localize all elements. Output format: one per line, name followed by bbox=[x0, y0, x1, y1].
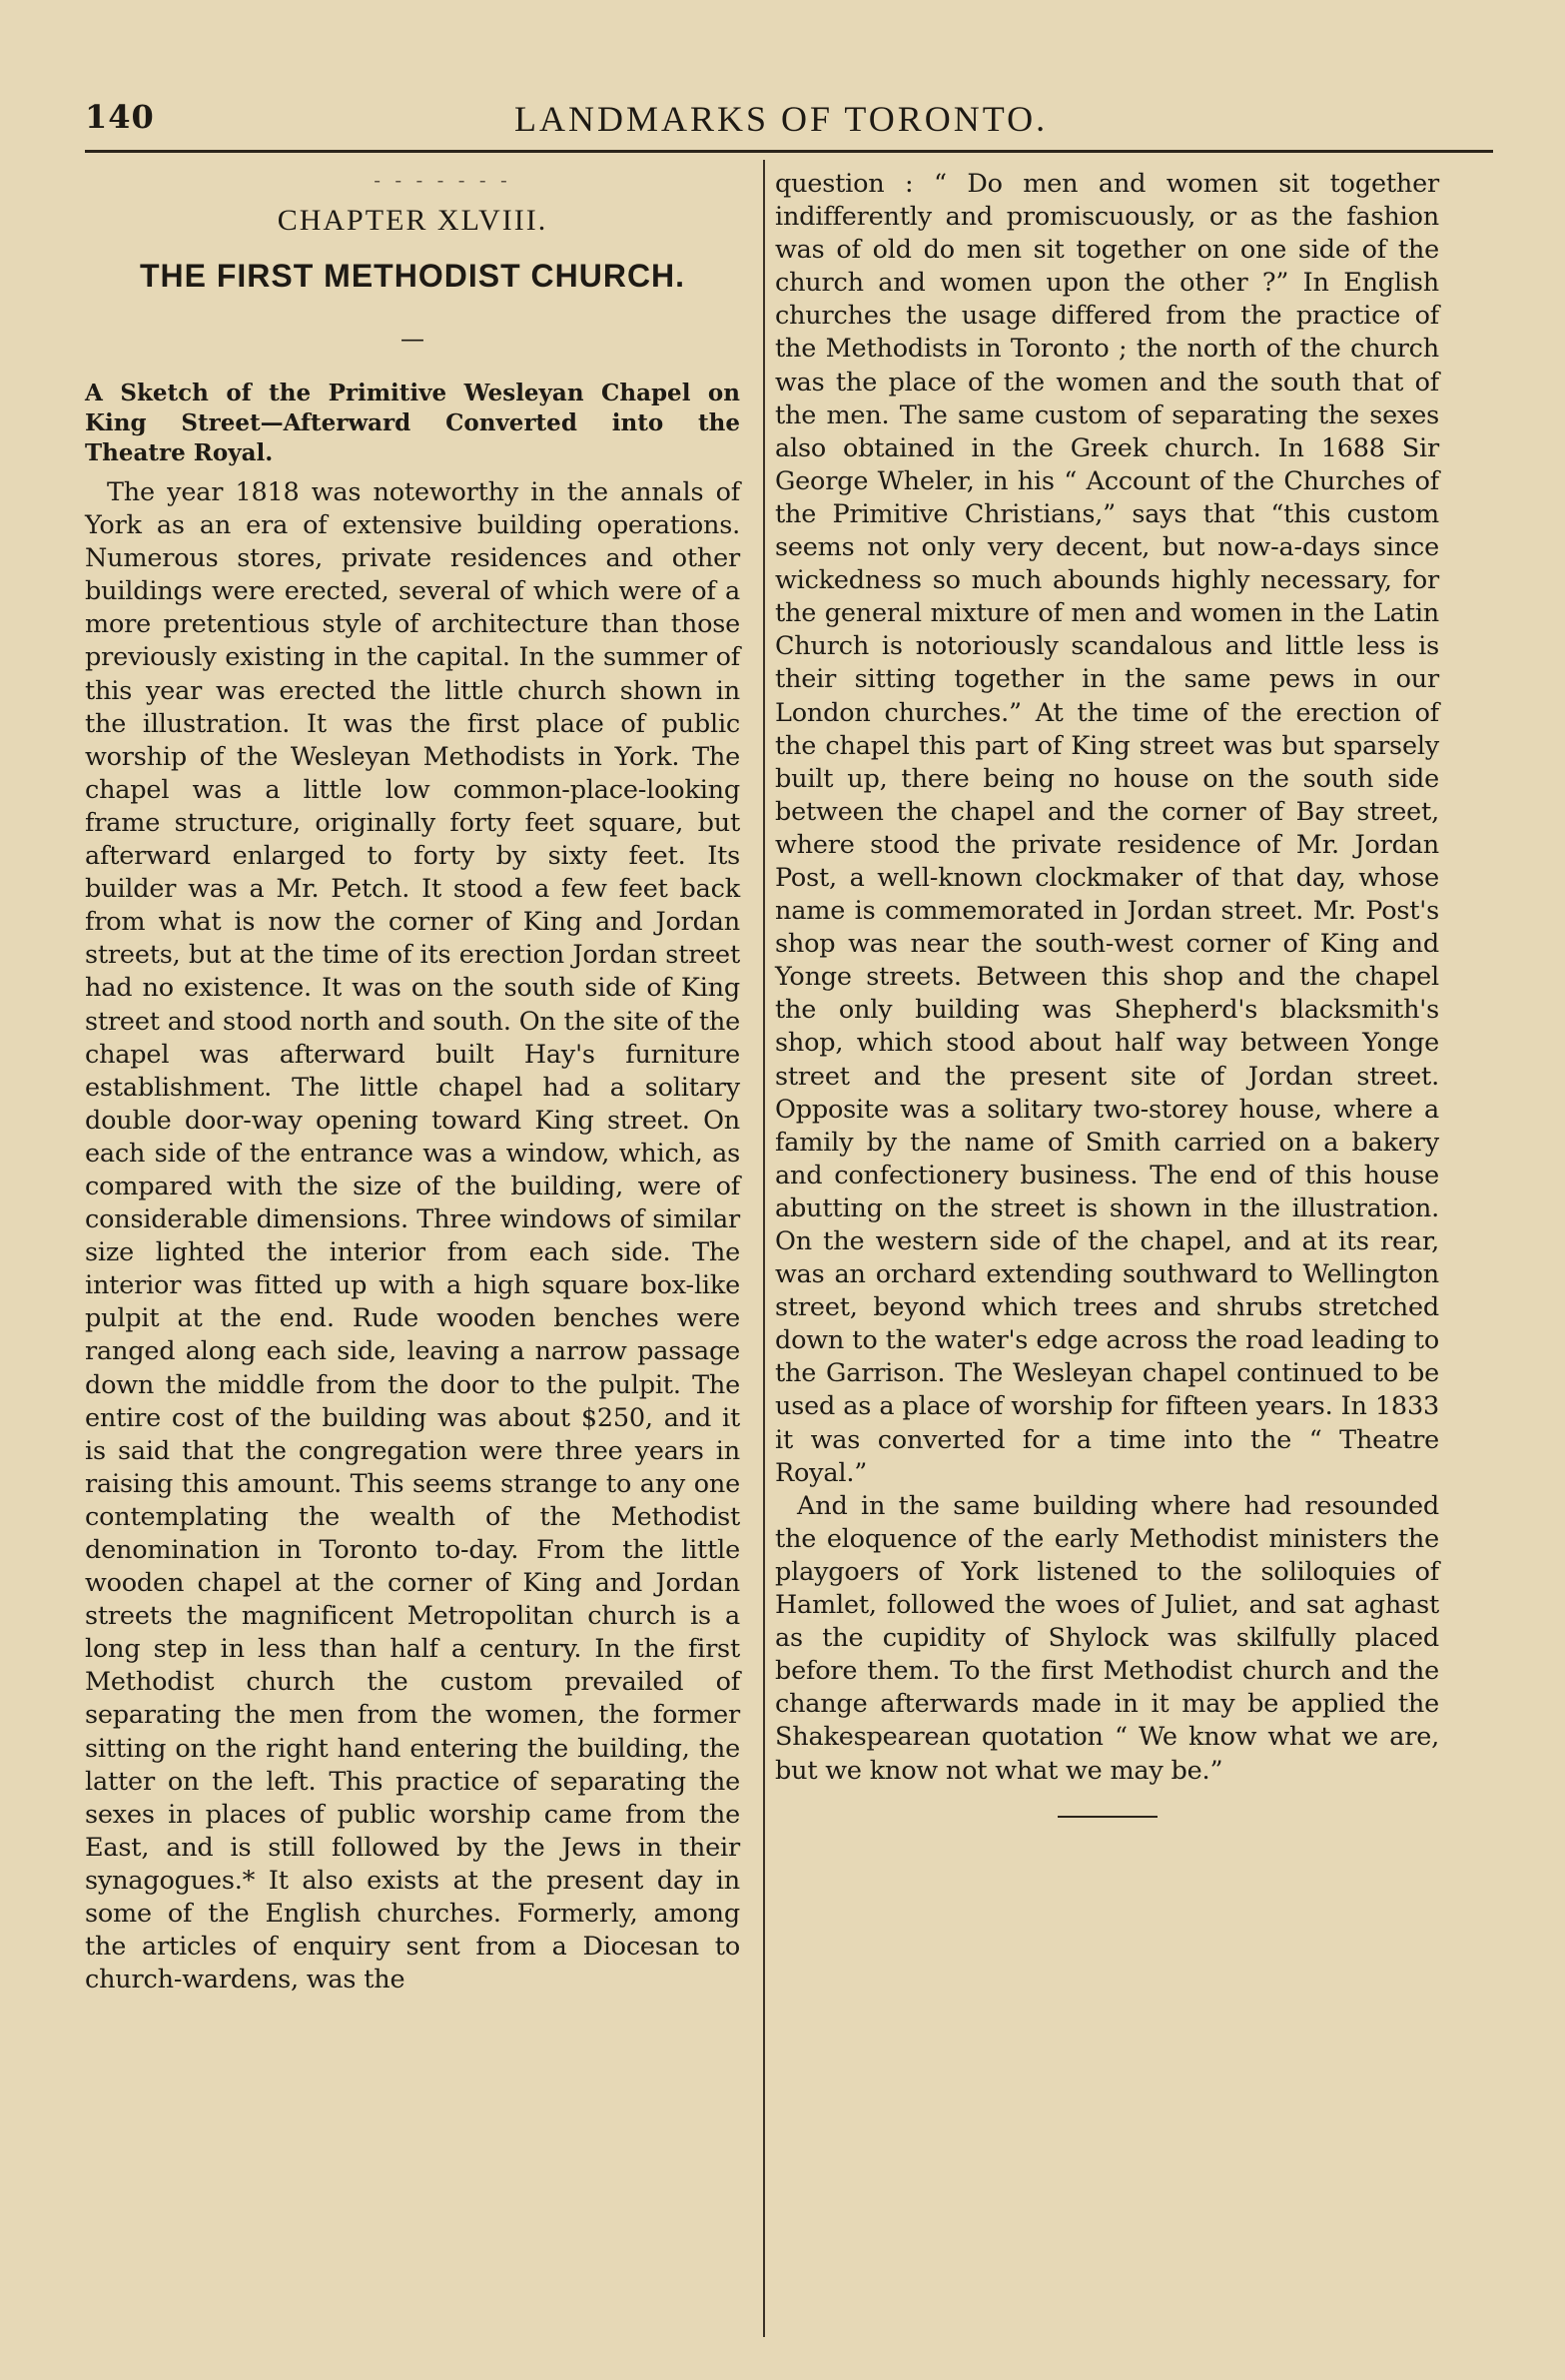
chapter-number: CHAPTER XLVIII. bbox=[277, 204, 548, 237]
chapter-title: THE FIRST METHODIST CHURCH. bbox=[139, 258, 686, 294]
right-column bbox=[775, 168, 1439, 1818]
column-divider bbox=[763, 160, 765, 2337]
chapter-ornament: - - - - - - - bbox=[374, 168, 511, 192]
header-rule bbox=[85, 150, 1493, 153]
chapter-subheading: A Sketch of the Primitive Wesleyan Chapel on King Street—Afterward Converted into the Theatre Royal. bbox=[85, 380, 740, 466]
title-separator: — bbox=[400, 325, 424, 353]
running-title: LANDMARKS OF TORONTO. bbox=[514, 99, 1049, 139]
right-paragraph-2: And in the same building where had resounded the eloquence of the early Methodist ministers the playgoers of York listened to the soliloquies of Hamlet, followed the woes of Juliet, and sat aghast as the cupidity of Shylock was skilfully placed before them. To the first Methodist church and the change afterwards made in it may be applied the Shakespearean quotation “ We know what we are, but we know not what we may be.” bbox=[775, 1490, 1439, 1786]
left-paragraph: The year 1818 was noteworthy in the annals of York as an era of extensive building operations. Numerous stores, private residences and other buildings were erected, several of which were of a more pretentious style of architecture than those previously existing in the capital. In the summer of this year was erected the little church shown in the illustration. It was the first place of public worship of the Wesleyan Methodists in York. The chapel was a little low common-place-looking frame structure, originally forty feet square, but afterward enlarged to forty by sixty feet. Its builder was a Mr. Petch. It stood a few feet back from what is now the corner of King and Jordan streets, but at the time of its erection Jordan street had no existence. It was on the south side of King street and stood north and south. On the site of the chapel was afterward built Hay's furniture establishment. The little chapel had a solitary double door-way opening toward King street. On each side of the entrance was a window, which, as compared with the size of the building, were of considerable dimensions. Three windows of similar size lighted the interior from each side. The interior was fitted up with a high square box-like pulpit at the end. Rude wooden benches were ranged along each side, leaving a narrow passage down the middle from the door to the pulpit. The entire cost of the building was about $250, and it is said that the congregation were three years in raising this amount. This seems strange to any one contemplating the wealth of the Methodist denomination in Toronto to-day. From the little wooden chapel at the corner of King and Jordan streets the magnificent Metropolitan church is a long step in less than half a century. In the first Methodist church the custom prevailed of separating the men from the women, the former sitting on the right hand entering the building, the latter on the left. This practice of separating the sexes in places of public worship came from the East, and is still followed by the Jews in their synagogues.* It also exists at the present day in some of the English churches. Formerly, among the articles of enquiry sent from a Diocesan to church-wardens, was the bbox=[85, 477, 740, 1995]
left-column bbox=[85, 168, 740, 1996]
end-rule bbox=[1058, 1816, 1158, 1818]
right-paragraph-1: question : “ Do men and women sit together indifferently and promiscuously, or as the fashion was of old do men sit together on one side of the church and women upon the other ?” In English churches the usage differed from the practice of the Methodists in Toronto ; the north of the church was the place of the women and the south that of the men. The same custom of separating the sexes also obtained in the Greek church. In 1688 Sir George Wheler, in his “ Account of the Churches of the Primitive Christians,” says that “this custom seems not only very decent, but now-a-days since wickedness so much abounds highly necessary, for the general mixture of men and women in the Latin Church is notoriously scandalous and little less is their sitting together in the same pews in our London churches.” At the time of the erection of the chapel this part of King street was but sparsely built up, there being no house on the south side between the chapel and the corner of Bay street, where stood the private residence of Mr. Jordan Post, a well-known clockmaker of that day, whose name is commemorated in Jordan street. Mr. Post's shop was near the south-west corner of King and Yonge streets. Between this shop and the chapel the only building was Shepherd's blacksmith's shop, which stood about half way between Yonge street and the present site of Jordan street. Opposite was a solitary two-storey house, where a family by the name of Smith carried on a bakery and confectionery business. The end of this house abutting on the street is shown in the illustration. On the western side of the chapel, and at its rear, was an orchard extending southward to Wellington street, beyond which trees and shrubs stretched down to the water's edge across the road leading to the Garrison. The Wesleyan chapel continued to be used as a place of worship for fifteen years. In 1833 it was converted for a time into the “ Theatre Royal.” bbox=[775, 169, 1439, 1488]
page-header bbox=[85, 98, 1483, 142]
page-number: 140 bbox=[85, 98, 155, 136]
